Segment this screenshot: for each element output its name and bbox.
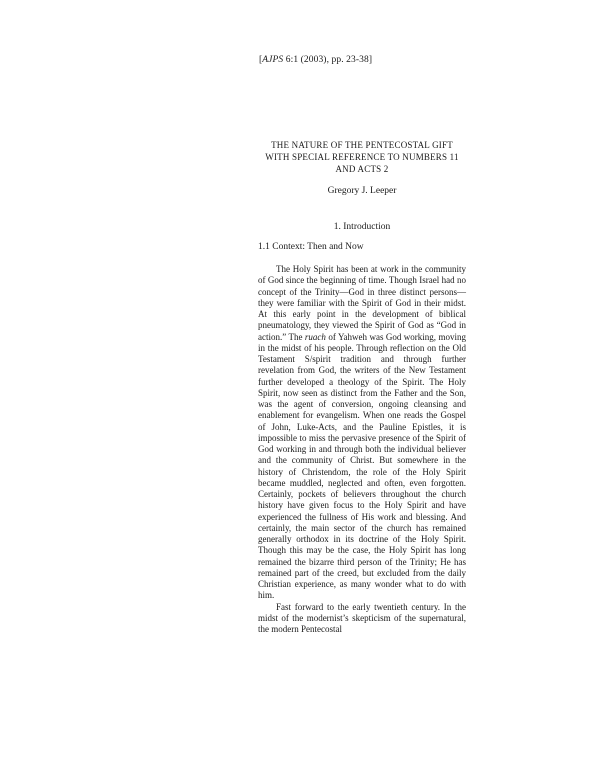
title-line-2: WITH SPECIAL REFERENCE TO NUMBERS 11 AND ACTS 2 xyxy=(265,152,459,174)
paragraph-1-part-1: The Holy Spirit has been at work in the community of God since the beginning of time. Though Israel had no concept of the Trinity—God in three distinct persons—they were familiar with the Spirit of God in their midst. At this early point in the development of biblical pneumatology, they viewed the Spirit of God as “God in action.” The xyxy=(258,264,466,342)
article-title xyxy=(258,139,466,175)
section-heading: 1. Introduction xyxy=(333,222,391,232)
paragraph-1-italic-term: ruach xyxy=(304,331,326,342)
paragraph-2: Fast forward to the early twentieth century. In the midst of the modernist’s skepticism of the supernatural, the modern Pentecostal xyxy=(258,601,466,634)
journal-citation xyxy=(259,55,372,65)
paragraph-1-part-2: of Yahweh was God working, moving in the midst of his people. Through reflection on the Old Testament S/spirit tradition and through further revelation from God, the writers of the New Testament further developed a theology of the Spirit. The Holy Spirit, now seen as distinct from the Father and the Son, was the agent of conversion, ongoing cleansing and enablement for evangelism. When one reads the Gospel of John, Luke-Acts, and the Pauline Epistles, it is impossible to miss the pervasive presence of the Spirit of God working in and through both the individual believer and the community of Christ. But somewhere in the history of Christendom, the role of the Holy Spirit became muddled, neglected and often, even forgotten. Certainly, pockets of believers throughout the church history have given focus to the Holy Spirit and have experienced the fullness of His work and blessing. And certainly, the main sector of the church has remained generally orthodox in its doctrine of the Holy Spirit. Though this may be the case, the Holy Spirit has long remained the bizarre third person of the Trinity; He has remained part of the creed, but excluded from the daily Christian experience, as many wonder what to do with him. xyxy=(258,331,466,601)
citation-open-bracket: [ xyxy=(259,55,263,65)
body-text xyxy=(258,264,466,635)
title-line-1: THE NATURE OF THE PENTECOSTAL GIFT xyxy=(271,140,453,150)
subsection-heading: 1.1 Context: Then and Now xyxy=(258,242,364,252)
citation-volume-pages: 6:1 (2003), pp. 23-38] xyxy=(283,55,373,65)
author-name: Gregory J. Leeper xyxy=(327,186,397,196)
paragraph-1 xyxy=(258,264,466,602)
journal-abbreviation: AJPS xyxy=(262,55,284,65)
